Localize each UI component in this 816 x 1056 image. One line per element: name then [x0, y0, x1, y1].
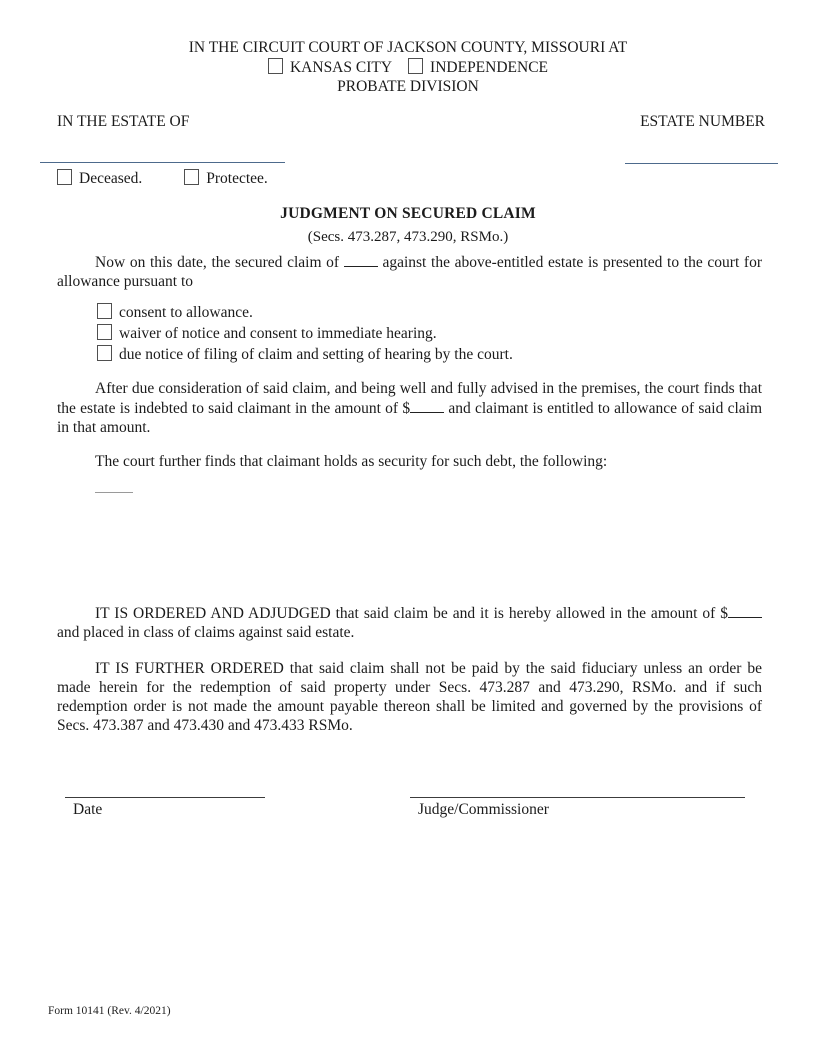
document-subtitle: (Secs. 473.287, 473.290, RSMo.): [307, 229, 509, 245]
consent-label: consent to allowance.: [119, 304, 253, 321]
status-option-deceased: [57, 170, 142, 187]
protectee-checkbox[interactable]: [184, 169, 199, 185]
date-signature-block: [65, 797, 265, 819]
security-description-blank[interactable]: [95, 492, 133, 493]
document-title-block: [0, 205, 816, 246]
now-text-before-blank: Now on this date, the secured claim of: [95, 253, 344, 271]
paragraph-now-on-this-date: [57, 252, 762, 291]
after-text-before-blank: After due consideration of said claim, and being well and fully advised in the premises, the court finds that the estate is indebted to said claimant in the amount of $: [57, 380, 762, 417]
estate-number-label: ESTATE NUMBER: [640, 113, 765, 130]
estate-header-row: [57, 113, 765, 131]
status-options-row: [57, 169, 268, 188]
indebted-amount-blank[interactable]: [410, 398, 444, 413]
protectee-label: Protectee.: [206, 170, 268, 187]
venue-option-kansas-city: [268, 59, 392, 76]
allowed-amount-blank[interactable]: [728, 603, 762, 618]
waiver-label: waiver of notice and consent to immediate hearing.: [119, 325, 437, 342]
allowance-option-consent: [97, 303, 513, 324]
venue-options-row: [0, 58, 816, 77]
date-signature-line[interactable]: [65, 797, 265, 798]
claimant-name-blank[interactable]: [344, 252, 378, 267]
allowance-option-due-notice: [97, 345, 513, 366]
allowance-option-waiver: [97, 324, 513, 345]
independence-checkbox[interactable]: [408, 58, 423, 74]
judge-signature-block: [410, 797, 745, 819]
division-title: PROBATE DIVISION: [337, 78, 479, 95]
paragraph-after-due-consideration: [57, 379, 762, 437]
court-title: IN THE CIRCUIT COURT OF JACKSON COUNTY, MISSOURI AT: [188, 39, 628, 56]
venue-option-independence: [408, 59, 548, 76]
status-option-protectee: [184, 170, 268, 187]
estate-number-fill-line[interactable]: [625, 163, 778, 164]
in-the-estate-of-label: IN THE ESTATE OF: [57, 113, 190, 130]
estate-name-fill-line[interactable]: [40, 162, 285, 163]
consent-checkbox[interactable]: [97, 303, 112, 319]
judge-label: Judge/Commissioner: [418, 801, 549, 818]
ordered-text-after-blank: and placed in class of claims against said estate.: [57, 623, 355, 641]
due-notice-label: due notice of filing of claim and setting of hearing by the court.: [119, 346, 513, 363]
deceased-checkbox[interactable]: [57, 169, 72, 185]
ordered-text-before-blank: IT IS ORDERED AND ADJUDGED that said claim be and it is hereby allowed in the amount of $: [95, 604, 728, 622]
allowance-options-list: [97, 303, 513, 366]
judge-signature-line[interactable]: [410, 797, 745, 798]
kansas-city-label: KANSAS CITY: [289, 59, 393, 76]
form-number: Form 10141 (Rev. 4/2021): [48, 1005, 171, 1017]
date-label: Date: [73, 801, 103, 818]
independence-label: INDEPENDENCE: [430, 59, 549, 76]
due-notice-checkbox[interactable]: [97, 345, 112, 361]
paragraph-security-finding: The court further finds that claimant holds as security for such debt, the following:: [95, 453, 608, 470]
now-text-after-blank: against the above-entitled estate is presented to the court for allowance pursuant to: [57, 253, 762, 290]
paragraph-it-is-further-ordered: IT IS FURTHER ORDERED that said claim shall not be paid by the said fiduciary unless an order be made herein for the redemption of said property under Secs. 473.287 and 473.290, RSMo. and if such redemption order is not made the amount payable thereon shall be limited and governed by the provisions of Secs. 473.387 and 473.430 and 473.433 RSMo.: [57, 660, 762, 734]
after-text-after-blank: and claimant is entitled to allowance of said claim in that amount.: [57, 399, 762, 436]
form-header: [0, 38, 816, 96]
waiver-checkbox[interactable]: [97, 324, 112, 340]
deceased-label: Deceased.: [79, 170, 143, 187]
kansas-city-checkbox[interactable]: [268, 58, 283, 74]
paragraph-it-is-ordered: [57, 603, 762, 642]
document-title: JUDGMENT ON SECURED CLAIM: [280, 205, 536, 222]
